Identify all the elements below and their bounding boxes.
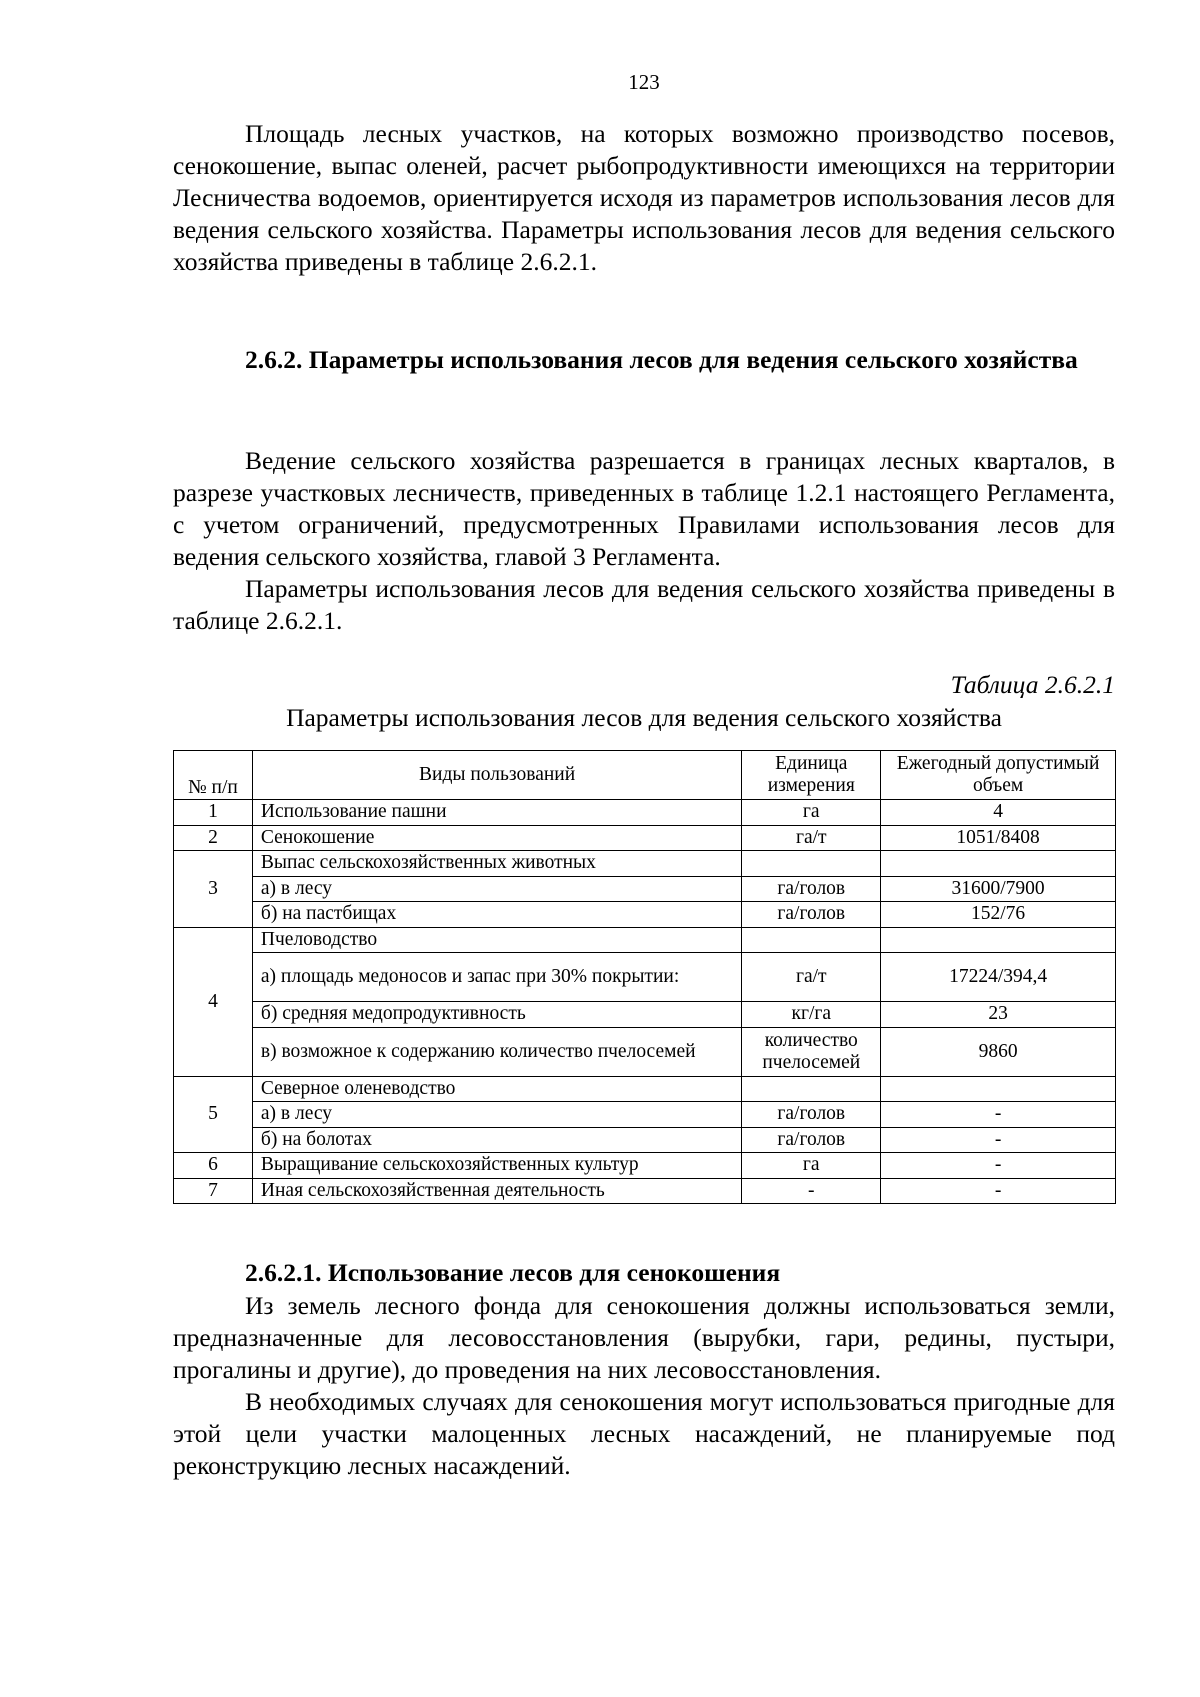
cell-volume: 9860	[881, 1027, 1116, 1076]
cell-unit: га	[742, 800, 881, 826]
header-unit: Единица измерения	[742, 751, 881, 800]
cell-num: 1	[174, 800, 253, 826]
cell-volume: 17224/394,4	[881, 953, 1116, 1002]
table-row	[174, 825, 1116, 851]
cell-volume: -	[881, 1153, 1116, 1179]
table-header-row	[174, 751, 1116, 800]
cell-unit: га/голов	[742, 876, 881, 902]
cell-unit: га/т	[742, 825, 881, 851]
table-row	[174, 1002, 1116, 1028]
header-type: Виды пользований	[252, 751, 741, 800]
table-row	[174, 927, 1116, 953]
table-row	[174, 1076, 1116, 1102]
cell-volume: 31600/7900	[881, 876, 1116, 902]
cell-type: а) площадь медоносов и запас при 30% покрытии:	[252, 953, 741, 1002]
cell-type: Использование пашни	[252, 800, 741, 826]
cell-num: 3	[174, 851, 253, 928]
table-row	[174, 902, 1116, 928]
cell-type: б) средняя медопродуктивность	[252, 1002, 741, 1028]
cell-type: в) возможное к содержанию количество пчелосемей	[252, 1027, 741, 1076]
cell-type: Выпас сельскохозяйственных животных	[252, 851, 741, 877]
paragraph-intro: Площадь лесных участков, на которых возможно производство посевов, сенокошение, выпас оленей, расчет рыбопродуктивности имеющихся на территории Лесничества водоемов, ориентируется исходя из параметров использования лесов для ведения сельского хозяйства. Параметры использования лесов для ведения сельского хозяйства приведены в таблице 2.6.2.1.	[173, 119, 1115, 276]
cell-volume	[881, 1076, 1116, 1102]
cell-type: б) на пастбищах	[252, 902, 741, 928]
cell-type: а) в лесу	[252, 876, 741, 902]
cell-type: Северное оленеводство	[252, 1076, 741, 1102]
cell-num: 6	[174, 1153, 253, 1179]
cell-volume	[881, 851, 1116, 877]
table-row	[174, 800, 1116, 826]
cell-volume: -	[881, 1102, 1116, 1128]
cell-unit: кг/га	[742, 1002, 881, 1028]
paragraph-agriculture: Ведение сельского хозяйства разрешается в границах лесных кварталов, в разрезе участковых лесничеств, приведенных в таблице 1.2.1 настоящего Регламента, с учетом ограничений, предусмотренных Правилами использования лесов для ведения сельского хозяйства, главой 3 Регламента.	[173, 446, 1115, 571]
parameters-table	[173, 750, 1116, 1204]
table-row	[174, 1153, 1116, 1179]
table-row	[174, 1127, 1116, 1153]
section-heading-2-6-2: 2.6.2. Параметры использования лесов для ведения сельского хозяйства	[245, 345, 1078, 374]
table-row	[174, 1027, 1116, 1076]
cell-volume: 152/76	[881, 902, 1116, 928]
cell-unit: га/т	[742, 953, 881, 1002]
cell-volume: 4	[881, 800, 1116, 826]
header-num: № п/п	[174, 751, 253, 800]
cell-unit: га/голов	[742, 1102, 881, 1128]
table-row	[174, 876, 1116, 902]
paragraph-haymaking-lands: Из земель лесного фонда для сенокошения должны использоваться земли, предназначенные для лесовосстановления (вырубки, гари, редины, пустыри, прогалины и другие), до проведения на них лесовосстановления.	[173, 1291, 1115, 1384]
cell-num: 5	[174, 1076, 253, 1153]
cell-volume: -	[881, 1178, 1116, 1204]
cell-volume: 23	[881, 1002, 1116, 1028]
cell-type: б) на болотах	[252, 1127, 741, 1153]
cell-unit: га/голов	[742, 902, 881, 928]
cell-type: Пчеловодство	[252, 927, 741, 953]
cell-type: Сенокошение	[252, 825, 741, 851]
table-row	[174, 953, 1116, 1002]
paragraph-table-ref: Параметры использования лесов для ведения сельского хозяйства приведены в таблице 2.6.2.1.	[173, 574, 1115, 635]
cell-volume: 1051/8408	[881, 825, 1116, 851]
cell-type: Выращивание сельскохозяйственных культур	[252, 1153, 741, 1179]
table-row	[174, 851, 1116, 877]
cell-unit: га/голов	[742, 1127, 881, 1153]
page-number: 123	[628, 70, 660, 94]
paragraph-haymaking-stands: В необходимых случаях для сенокошения могут использоваться пригодные для этой цели участки малоценных лесных насаждений, не планируемые под реконструкцию лесных насаждений.	[173, 1387, 1115, 1480]
cell-type: Иная сельскохозяйственная деятельность	[252, 1178, 741, 1204]
cell-unit: га	[742, 1153, 881, 1179]
table-row	[174, 1102, 1116, 1128]
table-row	[174, 1178, 1116, 1204]
cell-unit: -	[742, 1178, 881, 1204]
cell-volume	[881, 927, 1116, 953]
cell-unit: количество пчелосемей	[742, 1027, 881, 1076]
cell-num: 7	[174, 1178, 253, 1204]
cell-unit	[742, 927, 881, 953]
cell-type: а) в лесу	[252, 1102, 741, 1128]
cell-unit	[742, 1076, 881, 1102]
section-heading-2-6-2-1: 2.6.2.1. Использование лесов для сенокошения	[245, 1258, 781, 1287]
cell-unit	[742, 851, 881, 877]
cell-num: 4	[174, 927, 253, 1076]
header-volume: Ежегодный допустимый объем	[881, 751, 1116, 800]
cell-num: 2	[174, 825, 253, 851]
table-title: Параметры использования лесов для ведения сельского хозяйства	[286, 703, 1002, 732]
cell-volume: -	[881, 1127, 1116, 1153]
table-label: Таблица 2.6.2.1	[950, 670, 1115, 699]
